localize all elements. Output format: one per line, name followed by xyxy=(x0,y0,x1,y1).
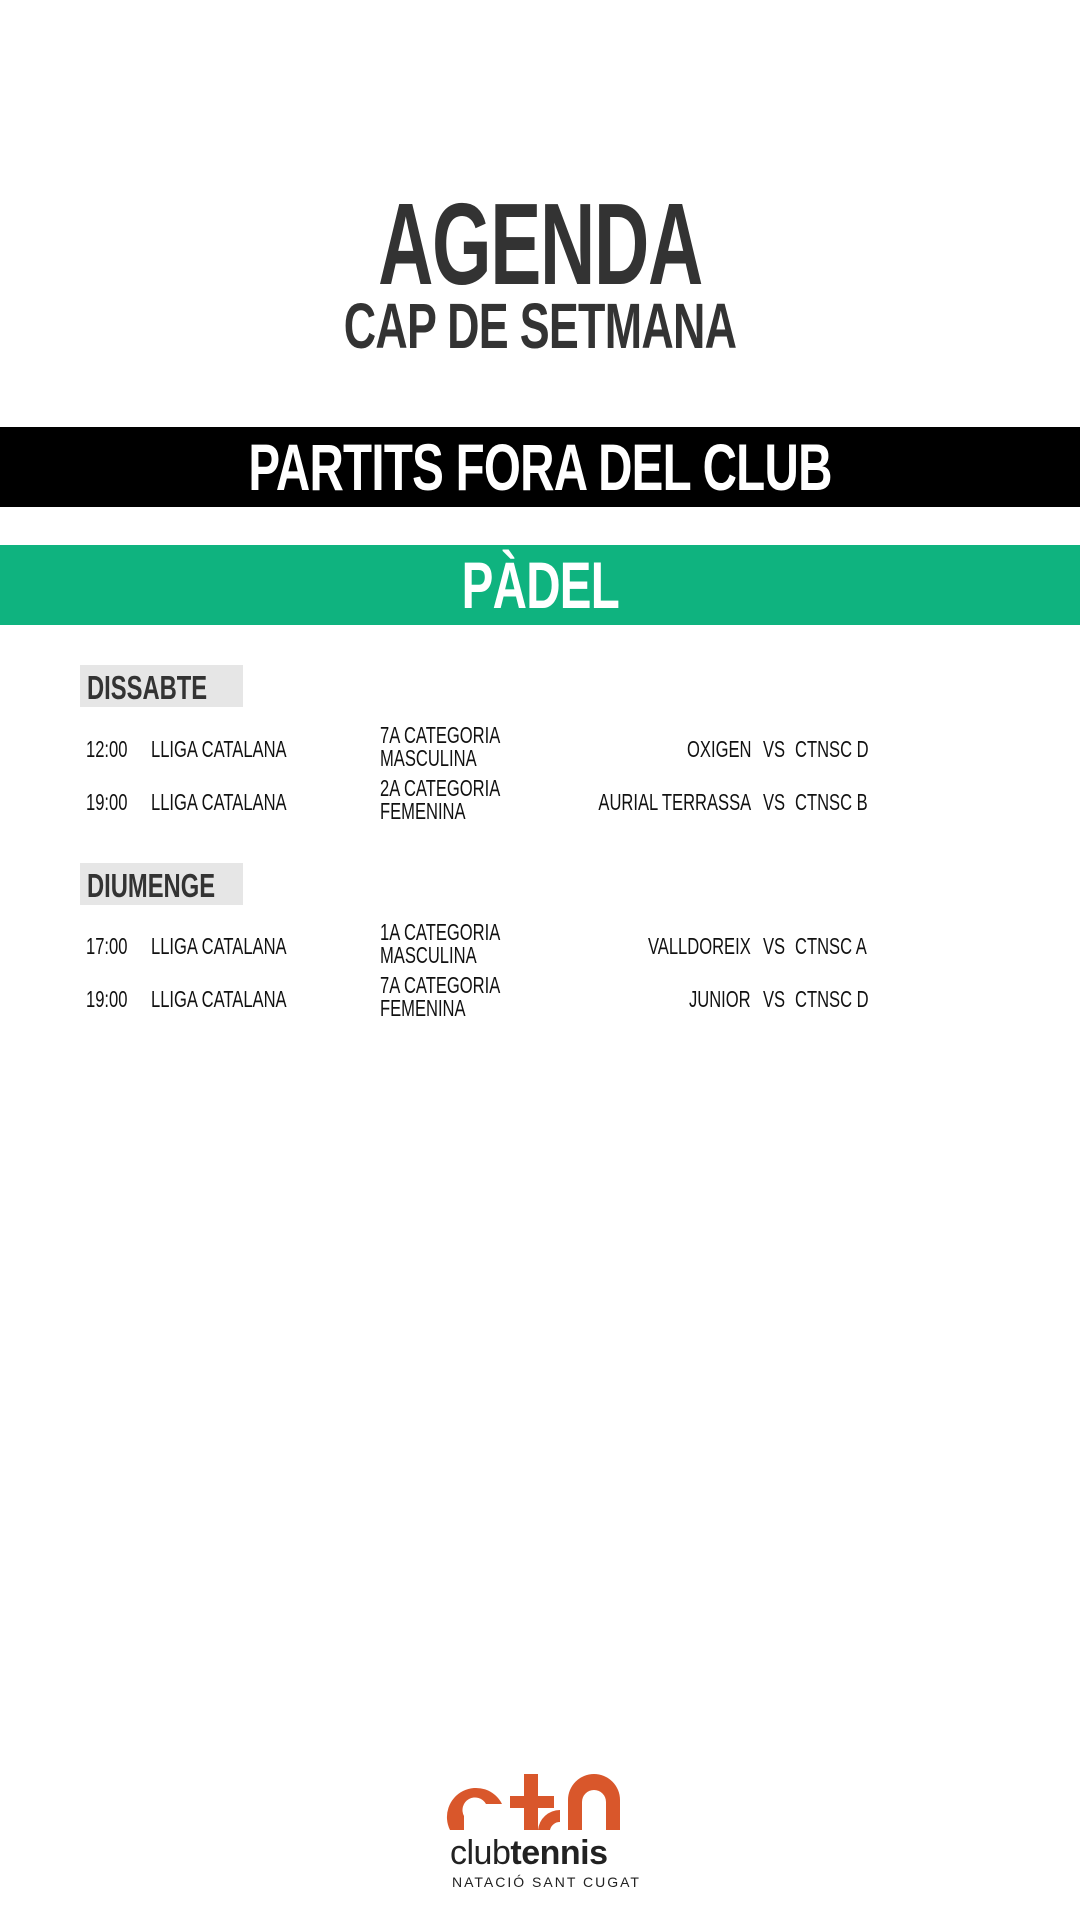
sport-banner xyxy=(0,545,1080,625)
match-time: 12:00 xyxy=(86,736,128,762)
match-vs: VS xyxy=(763,789,786,815)
match-competition: LLIGA CATALANA xyxy=(151,789,287,815)
match-vs: VS xyxy=(763,736,786,762)
page-title: AGENDA xyxy=(378,179,702,309)
match-category: 7A CATEGORIA MASCULINA xyxy=(380,722,501,771)
match-home-team: OXIGEN xyxy=(686,736,751,762)
match-competition: LLIGA CATALANA xyxy=(151,933,287,959)
match-away-team: CTNSC D xyxy=(795,986,869,1012)
match-vs: VS xyxy=(763,986,786,1012)
match-row xyxy=(0,777,1080,827)
match-away-team: CTNSC D xyxy=(795,736,869,762)
day-label-saturday xyxy=(80,665,243,707)
page-subtitle: CAP DE SETMANA xyxy=(343,290,737,362)
section-banner xyxy=(0,427,1080,507)
match-row xyxy=(0,921,1080,971)
match-away-team: CTNSC A xyxy=(795,933,867,959)
match-home-team: AURIAL TERRASSA xyxy=(598,789,751,815)
match-time: 19:00 xyxy=(86,986,128,1012)
match-category: 1A CATEGORIA MASCULINA xyxy=(380,919,501,968)
match-vs: VS xyxy=(763,933,786,959)
sport-banner-title: PÀDEL xyxy=(461,548,619,622)
day-label-text: DIUMENGE xyxy=(87,867,216,904)
logo-subline: NATACIÓ SANT CUGAT xyxy=(452,1874,641,1890)
match-category: 2A CATEGORIA FEMENINA xyxy=(380,775,501,824)
page-header xyxy=(0,179,1080,362)
match-time: 17:00 xyxy=(86,933,128,959)
match-away-team: CTNSC B xyxy=(795,789,868,815)
day-label-text: DISSABTE xyxy=(87,669,208,706)
section-banner-title: PARTITS FORA DEL CLUB xyxy=(248,430,832,504)
match-category: 7A CATEGORIA FEMENINA xyxy=(380,972,501,1021)
match-row xyxy=(0,974,1080,1024)
match-home-team: VALLDOREIX xyxy=(648,933,751,959)
match-row xyxy=(0,724,1080,774)
club-logo xyxy=(440,1770,640,1890)
match-competition: LLIGA CATALANA xyxy=(151,986,287,1012)
day-label-sunday xyxy=(80,863,243,905)
match-time: 19:00 xyxy=(86,789,128,815)
match-home-team: JUNIOR xyxy=(689,986,751,1012)
ctn-logo-mark-icon xyxy=(440,1770,640,1834)
logo-wordmark: clubtennis xyxy=(450,1834,608,1872)
match-competition: LLIGA CATALANA xyxy=(151,736,287,762)
